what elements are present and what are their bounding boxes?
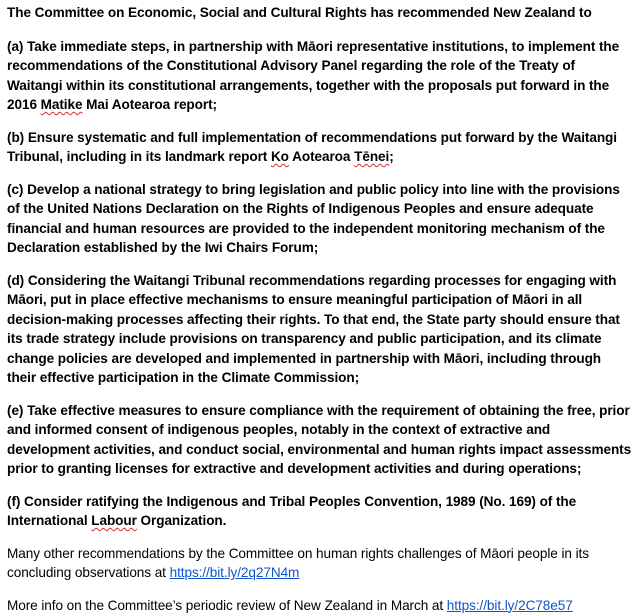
recommendation-c: (c) Develop a national strategy to bring legislation and public policy into line with the provisions of the United Nations Declaration on the Rights of Indigenous Peoples and ensure adequate financial and human resources are provided to the independent monitoring mechanism of the Declaration established by the Iwi Chairs Forum; (7, 180, 633, 258)
note-periodic-review (7, 596, 633, 615)
concluding-observations-link[interactable]: https://bit.ly/2q27N4m (170, 565, 300, 580)
note-other-recommendations (7, 544, 633, 583)
recommendation-d: (d) Considering the Waitangi Tribunal recommendations regarding processes for engaging with Māori, put in place effective mechanisms to ensure meaningful participation of Māori in all decision-making processes affecting their rights. To that end, the State party should ensure that its trade strategy include provisions on transparency and public participation, and its climate change policies are developed and implemented in partnership with Māori, including through their effective participation in the Climate Commission; (7, 271, 633, 388)
document-heading: The Committee on Economic, Social and Cultural Rights has recommended New Zealand to (7, 3, 633, 23)
spellcheck-word-labour: Labour (91, 513, 137, 528)
document-body (7, 3, 633, 615)
recommendation-b-text-end: ; (389, 149, 393, 164)
recommendation-e: (e) Take effective measures to ensure compliance with the requirement of obtaining the free, prior and informed consent of indigenous peoples, notably in the context of extractive and development activities, and conduct social, environmental and human rights impact assessments prior to granting licenses for extractive and development activities and during operations; (7, 401, 633, 479)
spellcheck-word-ko: Ko (271, 149, 289, 164)
spellcheck-word-tenei: Tēnei (354, 149, 389, 164)
recommendation-f-text-end: Organization. (137, 513, 227, 528)
recommendation-b-text: (b) Ensure systematic and full implementation of recommendations put forward by the Waitangi Tribunal, including in its landmark report (7, 130, 617, 165)
periodic-review-link[interactable]: https://bit.ly/2C78e57 (447, 598, 573, 613)
recommendation-a-text: (a) Take immediate steps, in partnership with Māori representative institutions, to implement the recommendations of the Constitutional Advisory Panel regarding the role of the Treaty of Waitangi within its constitutional arrangements, together with the proposals put forward in the 2016 (7, 39, 619, 113)
recommendation-f (7, 492, 633, 531)
note-periodic-review-text: More info on the Committee’s periodic review of New Zealand in March at (7, 598, 447, 613)
note-other-recommendations-text: Many other recommendations by the Committee on human rights challenges of Māori people in its concluding observations at (7, 546, 589, 581)
recommendation-f-text: (f) Consider ratifying the Indigenous and Tribal Peoples Convention, 1989 (No. 169) of the International (7, 494, 576, 529)
recommendation-a-text-end: Mai Aotearoa report; (82, 97, 217, 112)
word-aotearoa: Aotearoa (292, 149, 350, 164)
recommendation-b (7, 128, 633, 167)
spellcheck-word-matike: Matike (41, 97, 83, 112)
recommendation-a (7, 37, 633, 115)
